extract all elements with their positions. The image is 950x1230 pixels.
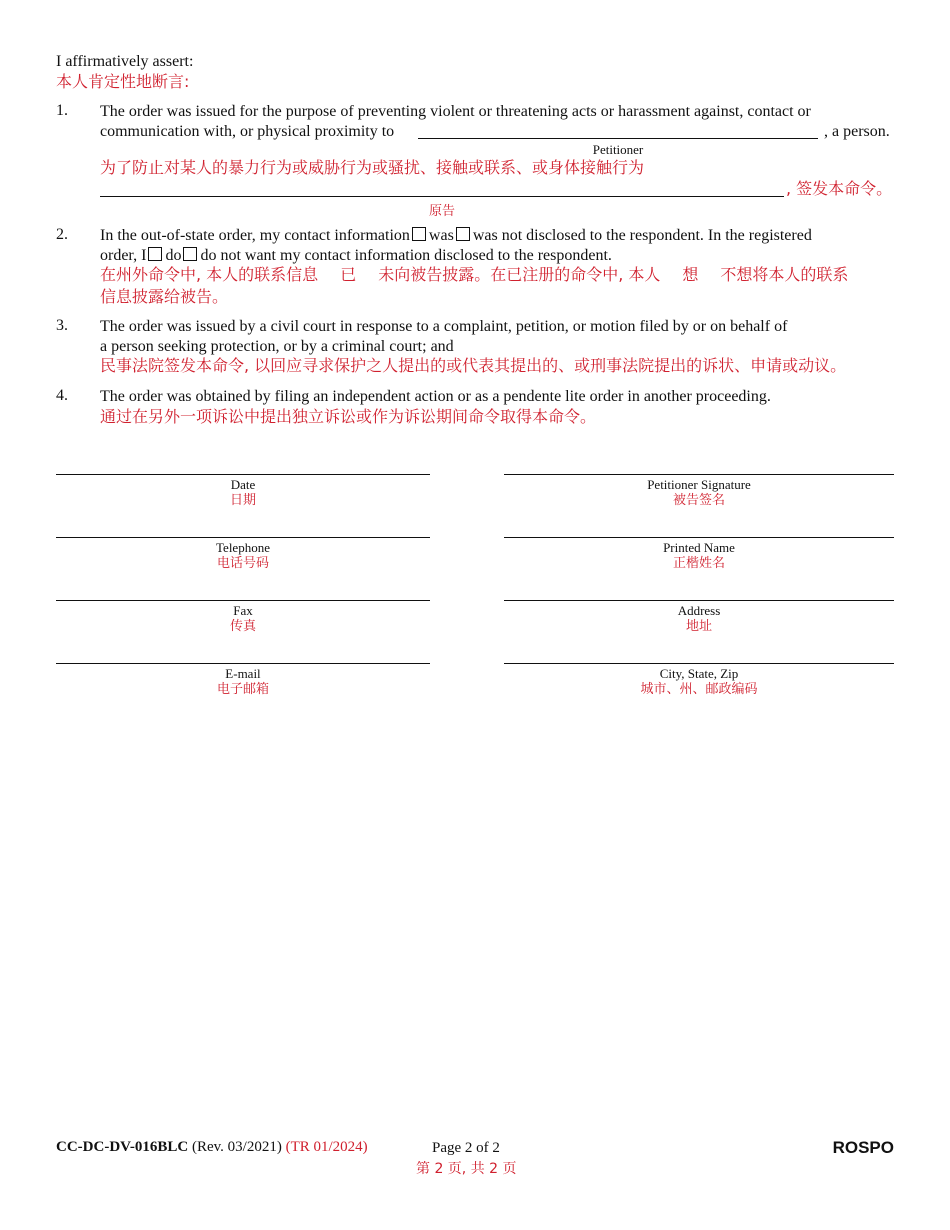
petitioner-label-zh: 原告 (428, 204, 455, 219)
item2-zh-line1 (100, 265, 848, 285)
item3-number: 3. (56, 317, 68, 334)
do-not-checkbox[interactable] (183, 247, 197, 261)
item1-line1: The order was issued for the purpose of preventing violent or threatening acts or harassment against, contact or (100, 103, 811, 120)
item4-line1: The order was obtained by filing an independent action or as a pendente lite order in another proceeding. (100, 388, 771, 405)
telephone-label: Telephone 电话号码 (216, 540, 270, 571)
petitioner-name-field[interactable] (418, 138, 818, 139)
petitioner-signature-label: Petitioner Signature 被告签名 (647, 477, 751, 508)
item2-zh2: 未向被告披露。在已注册的命令中, 本人 (378, 265, 661, 284)
item1-number: 1. (56, 102, 68, 119)
item4-zh: 通过在另外一项诉讼中提出独立诉讼或作为诉讼期间命令取得本命令。 (100, 407, 597, 426)
page-number: Page 2 of 2 (432, 1140, 500, 1156)
item2-zh-xiang: 想 (682, 265, 699, 284)
footer-form-id (56, 1139, 368, 1156)
intro-en: I affirmatively assert: (56, 53, 194, 70)
item2-line1 (100, 226, 900, 246)
do-checkbox[interactable] (148, 247, 162, 261)
do-not-label: do not want my contact information disclosed to the respondent. (200, 247, 612, 264)
item3-line2: a person seeking protection, or by a criminal court; and (100, 338, 454, 355)
printed-name-line[interactable] (504, 537, 894, 538)
item2-number: 2. (56, 226, 68, 243)
city-state-zip-line[interactable] (504, 663, 894, 664)
was-label: was (428, 227, 454, 244)
item2-zh-yi: 已 (340, 265, 357, 284)
fax-line[interactable] (56, 600, 430, 601)
form-code: ROSPO (832, 1138, 894, 1157)
date-line[interactable] (56, 474, 430, 475)
do-label: do (165, 247, 182, 264)
telephone-line[interactable] (56, 537, 430, 538)
address-label: Address 地址 (677, 603, 721, 634)
address-line[interactable] (504, 600, 894, 601)
email-line[interactable] (56, 663, 430, 664)
printed-name-label: Printed Name 正楷姓名 (663, 540, 735, 571)
item1-zh-line: 为了防止对某人的暴力行为或威胁行为或骚扰、接触或联系、或身体接触行为 (100, 158, 645, 177)
item3-line1: The order was issued by a civil court in response to a complaint, petition, or motion filed by or on behalf of (100, 318, 788, 335)
was-not-label: was not disclosed to the respondent. In the registered (472, 227, 812, 244)
item1-zh-end: , 签发本命令。 (786, 179, 893, 198)
form-id: CC-DC-DV-016BLC (56, 1139, 189, 1155)
item4-number: 4. (56, 387, 68, 404)
intro-zh: 本人肯定性地断言: (56, 72, 190, 91)
fax-label: Fax 传真 (229, 603, 256, 634)
item1-line2-start: communication with, or physical proximity to (100, 123, 395, 140)
email-label: E-mail 电子邮箱 (216, 666, 269, 697)
item2-zh1: 在州外命令中, 本人的联系信息 (100, 265, 319, 284)
item3-zh: 民事法院签发本命令, 以回应寻求保护之人提出的或代表其提出的、或刑事法院提出的诉状、申请或动议。 (100, 356, 847, 375)
petitioner-label: Petitioner (592, 142, 644, 157)
petitioner-name-field-zh[interactable] (100, 196, 784, 197)
item2-part1: In the out-of-state order, my contact information (100, 227, 410, 244)
form-translation-revision: (TR 01/2024) (285, 1139, 368, 1155)
item2-zh3: 不想将本人的联系 (720, 265, 849, 284)
item2-zh-line2: 信息披露给被告。 (100, 287, 229, 306)
city-state-zip-label: City, State, Zip 城市、州、邮政编码 (640, 666, 758, 697)
form-revision: (Rev. 03/2021) (191, 1139, 282, 1155)
petitioner-signature-line[interactable] (504, 474, 894, 475)
item1-line2-end: , a person. (824, 123, 890, 140)
page-number-zh: 第 2 页, 共 2 页 (416, 1161, 517, 1177)
date-label: Date 日期 (229, 477, 256, 508)
was-not-checkbox[interactable] (456, 227, 470, 241)
item2-part2: order, I (100, 247, 147, 264)
was-checkbox[interactable] (412, 227, 426, 241)
item2-line2 (100, 246, 612, 266)
